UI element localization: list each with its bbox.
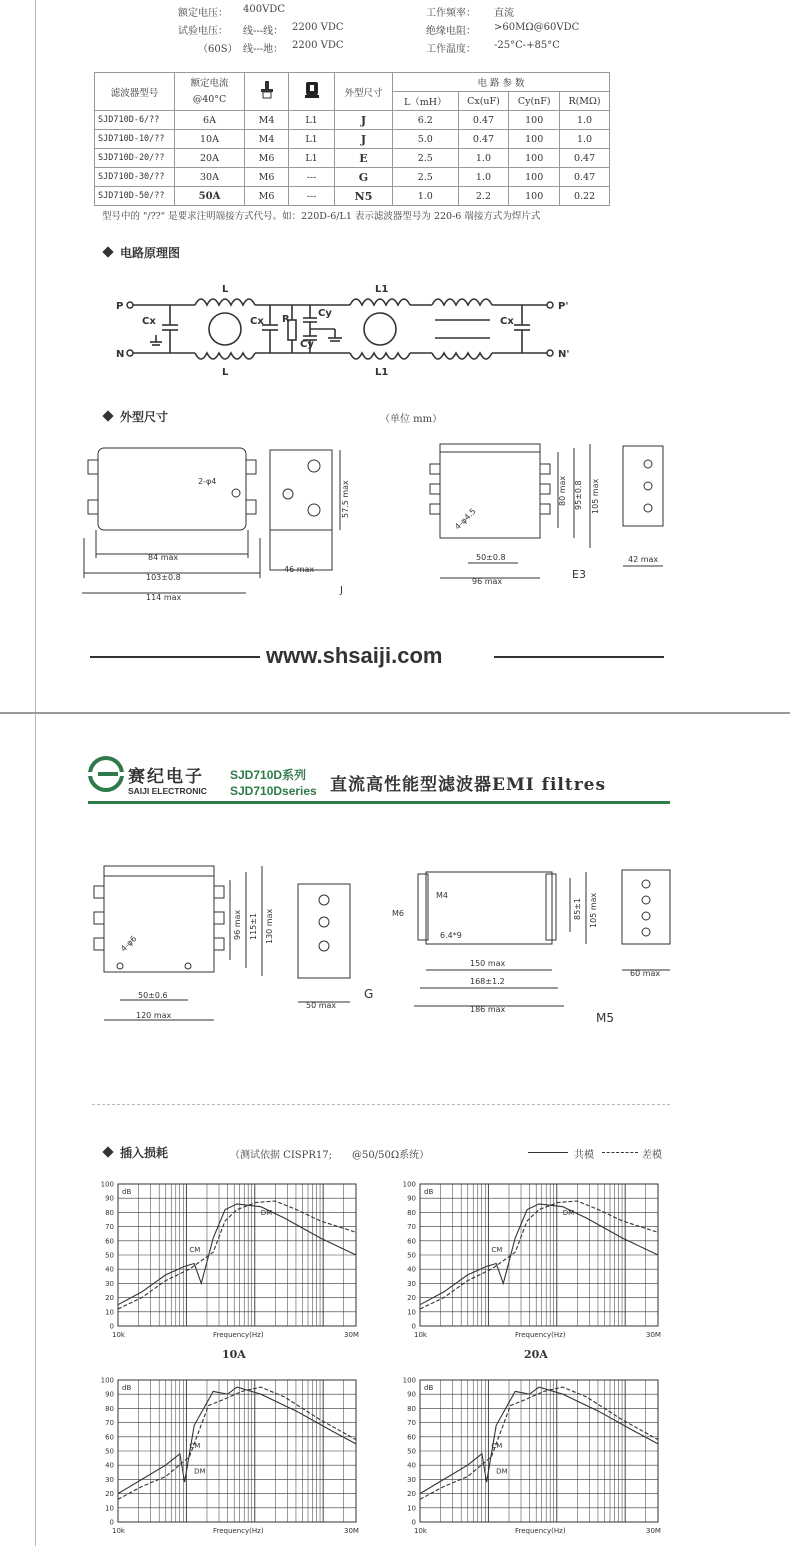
rated-voltage-label: 额定电压： <box>178 8 228 19</box>
plot-y-tick: 0 <box>109 1322 114 1331</box>
dm-curve <box>118 1387 356 1499</box>
plot-y-tick: 90 <box>105 1194 114 1203</box>
dm-tag: DM <box>496 1467 508 1476</box>
col-circuit: 电 路 参 数 <box>393 73 610 92</box>
plot-x-start: 10k <box>414 1527 427 1535</box>
plot-y-tick: 70 <box>407 1223 416 1232</box>
e3-width-1: 50±0.8 <box>476 553 506 562</box>
col-Cx: Cx(uF) <box>458 92 509 111</box>
circuit-label-Cy1: Cy <box>318 308 332 319</box>
tab-terminal-icon <box>304 81 320 99</box>
website-url: www.shsaiji.com <box>266 643 443 668</box>
plot-unit: dB <box>424 1384 434 1392</box>
screw-terminal-icon <box>259 81 275 99</box>
g-width-2: 120 max <box>136 1011 172 1020</box>
m5-width-2: 168±1.2 <box>470 977 505 986</box>
cm-curve <box>420 1387 658 1494</box>
plot-x-start: 10k <box>112 1331 125 1339</box>
rated-voltage-value: 400VDC <box>243 4 285 15</box>
plot-y-tick: 30 <box>407 1475 416 1484</box>
plot-y-tick: 30 <box>105 1279 114 1288</box>
circuit-label-P: P <box>116 301 124 312</box>
plot-y-tick: 40 <box>105 1461 114 1470</box>
plot-y-tick: 70 <box>105 1419 114 1428</box>
plot-unit: dB <box>122 1384 132 1392</box>
plot-y-tick: 90 <box>105 1390 114 1399</box>
col-L: L（mH） <box>393 92 459 111</box>
dm-tag: DM <box>562 1209 575 1218</box>
plot-y-tick: 100 <box>100 1180 114 1189</box>
e3-side-width: 42 max <box>628 555 659 564</box>
col-terminal-screw <box>245 73 289 111</box>
cm-curve <box>420 1204 658 1305</box>
insertion-section-title: 插入损耗 <box>104 1144 168 1161</box>
outline-drawing-j-e3 <box>78 438 698 603</box>
plot-y-tick: 70 <box>407 1419 416 1428</box>
j-hole-label: 2-φ4 <box>198 477 217 486</box>
insul-value: >60MΩ@60VDC <box>494 22 580 33</box>
dm-tag: DM <box>194 1467 206 1476</box>
plot-y-tick: 20 <box>105 1490 114 1499</box>
plot-x-label: Frequency(Hz) <box>515 1527 566 1535</box>
plot-y-tick: 0 <box>411 1322 416 1331</box>
plot-y-tick: 10 <box>407 1504 416 1513</box>
outline-unit: （单位 mm） <box>380 414 443 425</box>
plot-y-tick: 100 <box>402 1180 416 1189</box>
plot-unit: dB <box>424 1188 434 1196</box>
m5-height-2: 105 max <box>589 892 598 928</box>
plot-y-tick: 100 <box>402 1376 416 1385</box>
circuit-label-L1-bottom: L1 <box>375 367 389 378</box>
page-margin-line <box>35 714 36 1546</box>
plot-grid <box>420 1184 658 1326</box>
cm-tag: CM <box>189 1246 201 1255</box>
cm-curve <box>118 1387 356 1494</box>
j-height: 57.5 max <box>341 480 350 518</box>
cm-curve <box>118 1204 356 1305</box>
j-width-2: 103±0.8 <box>146 573 181 582</box>
plot-label-20a: 20A <box>524 1348 548 1361</box>
plot-y-tick: 40 <box>105 1265 114 1274</box>
plot-y-tick: 100 <box>100 1376 114 1385</box>
circuit-label-Cx1: Cx <box>142 316 156 327</box>
table-row: SJD710D-20/?? 20A M6 L1 E 2.5 1.0 100 0.47 <box>95 149 610 168</box>
j-label: J <box>340 585 343 596</box>
cm-tag: CM <box>491 1246 503 1255</box>
plot-label-10a: 10A <box>222 1348 246 1361</box>
plot-x-end: 30M <box>646 1331 661 1339</box>
table-row: SJD710D-6/?? 6A M4 L1 J 6.2 0.47 100 1.0 <box>95 111 610 130</box>
series-en: SJD710Dseries <box>230 784 317 798</box>
dm-curve <box>420 1387 658 1499</box>
diamond-bullet-icon <box>102 410 113 421</box>
circuit-label-R: R <box>282 314 290 325</box>
saiji-logo-icon <box>88 756 124 792</box>
plot-x-end: 30M <box>344 1331 359 1339</box>
plot-y-tick: 90 <box>407 1390 416 1399</box>
freq-value: 直流 <box>494 8 514 19</box>
g-height-1: 96 max <box>233 909 242 940</box>
page-break <box>0 712 790 714</box>
plot-x-end: 30M <box>344 1527 359 1535</box>
circuit-label-L-bottom: L <box>222 367 229 378</box>
table-row: SJD710D-50/?? 50A M6 --- N5 1.0 2.2 100 0.22 <box>95 187 610 206</box>
insertion-plot-4 <box>398 1372 670 1540</box>
plot-y-tick: 80 <box>105 1404 114 1413</box>
circuit-label-L1-top: L1 <box>375 284 389 295</box>
plot-y-tick: 40 <box>407 1265 416 1274</box>
test-lg-value: 2200 VDC <box>292 40 344 51</box>
cm-tag: CM <box>189 1442 201 1451</box>
j-width-1: 84 max <box>148 553 179 562</box>
logo-cn: 赛纪电子 <box>128 767 204 787</box>
plot-x-label: Frequency(Hz) <box>213 1527 264 1535</box>
plot-y-tick: 50 <box>105 1447 114 1456</box>
plot-y-tick: 60 <box>105 1237 114 1246</box>
plot-y-tick: 60 <box>407 1237 416 1246</box>
table-note: 型号中的 "/??" 是要求注明端接方式代号。如：220D-6/L1 表示滤波器型号为 220-6 端接方式为焊片式 <box>102 211 541 222</box>
plot-y-tick: 70 <box>105 1223 114 1232</box>
plot-y-tick: 50 <box>407 1447 416 1456</box>
col-R: R(MΩ) <box>560 92 610 111</box>
test-time-label: （60S） <box>198 44 238 55</box>
g-width-1: 50±0.6 <box>138 991 168 1000</box>
plot-y-tick: 0 <box>411 1518 416 1527</box>
plot-y-tick: 50 <box>105 1251 114 1260</box>
plot-y-tick: 0 <box>109 1518 114 1527</box>
insertion-plot-10a <box>96 1176 368 1344</box>
g-side-width: 50 max <box>306 1001 337 1010</box>
g-hole-label: 4-φ6 <box>119 934 139 954</box>
plot-y-tick: 60 <box>105 1433 114 1442</box>
g-label: G <box>364 987 374 1001</box>
plot-y-tick: 20 <box>407 1490 416 1499</box>
outline-section-title: 外型尺寸 <box>104 408 168 425</box>
legend-cm: 共模 <box>574 1150 594 1161</box>
circuit-label-N: N <box>116 349 125 360</box>
m5-height-1: 85±1 <box>573 898 582 920</box>
plot-y-tick: 60 <box>407 1433 416 1442</box>
circuit-label-L-top: L <box>222 284 229 295</box>
test-ll-value: 2200 VDC <box>292 22 344 33</box>
test-impedance: @50/50Ω系统） <box>352 1150 430 1161</box>
product-title: 直流高性能型滤波器EMI filtres <box>330 775 607 795</box>
g-height-2: 115±1 <box>249 912 258 940</box>
e3-height-3: 105 max <box>591 478 600 514</box>
series-cn: SJD710D系列 <box>230 768 307 782</box>
e3-hole-label: 4-φ4.5 <box>453 506 478 532</box>
e3-label: E3 <box>572 568 586 581</box>
plot-y-tick: 30 <box>105 1475 114 1484</box>
insertion-plot-3 <box>96 1372 368 1540</box>
plot-x-label: Frequency(Hz) <box>515 1331 566 1339</box>
plot-grid <box>420 1380 658 1522</box>
plot-y-tick: 10 <box>407 1308 416 1317</box>
test-lg-label: 线---地： <box>243 44 284 55</box>
plot-y-tick: 20 <box>105 1294 114 1303</box>
e3-height-1: 80 max <box>558 475 567 506</box>
e3-width-2: 96 max <box>472 577 503 586</box>
legend-cm-swatch <box>528 1152 568 1153</box>
circuit-label-Cy2: Cy <box>300 339 314 350</box>
plot-unit: dB <box>122 1188 132 1196</box>
plot-y-tick: 80 <box>105 1208 114 1217</box>
m5-width-3: 186 max <box>470 1005 506 1014</box>
j-side-width: 46 max <box>284 565 315 574</box>
col-Cy: Cy(nF) <box>509 92 560 111</box>
circuit-label-Cx3: Cx <box>500 316 514 327</box>
circuit-label-P2: P' <box>558 301 569 312</box>
website-rule-right <box>494 656 664 658</box>
diamond-bullet-icon <box>102 246 113 257</box>
g-height-3: 130 max <box>265 908 274 944</box>
circuit-label-N2: N' <box>558 349 570 360</box>
col-current: 额定电流 @40°C <box>175 73 245 111</box>
header-rule <box>88 801 670 804</box>
plot-x-start: 10k <box>112 1527 125 1535</box>
circuit-label-Cx2: Cx <box>250 316 264 327</box>
insertion-plot-20a <box>398 1176 670 1344</box>
m5-hole: 6.4*9 <box>440 931 462 940</box>
outline-drawing-g-m5 <box>80 860 680 1030</box>
plot-x-start: 10k <box>414 1331 427 1339</box>
plot-y-tick: 30 <box>407 1279 416 1288</box>
spec-table <box>94 72 610 206</box>
m5-m6: M6 <box>392 909 404 918</box>
circuit-diagram <box>110 280 570 380</box>
table-row: SJD710D-10/?? 10A M4 L1 J 5.0 0.47 100 1.0 <box>95 130 610 149</box>
website-rule-left <box>90 656 260 658</box>
col-terminal-tab <box>289 73 335 111</box>
circuit-section-title: 电路原理图 <box>104 244 180 261</box>
test-ll-label: 线---线： <box>243 26 284 37</box>
plot-y-tick: 80 <box>407 1208 416 1217</box>
logo-en: SAIJI ELECTRONIC <box>128 786 207 796</box>
cm-tag: CM <box>491 1442 503 1451</box>
col-model: 滤波器型号 <box>95 73 175 111</box>
plot-y-tick: 90 <box>407 1194 416 1203</box>
legend-dm-swatch <box>602 1152 638 1153</box>
col-dims: 外型尺寸 <box>335 73 393 111</box>
freq-label: 工作频率： <box>426 8 476 19</box>
plot-x-end: 30M <box>646 1527 661 1535</box>
insul-label: 绝缘电阻： <box>426 26 476 37</box>
dm-tag: DM <box>260 1209 273 1218</box>
m5-m4: M4 <box>436 891 448 900</box>
m5-width-1: 150 max <box>470 959 506 968</box>
plot-y-tick: 50 <box>407 1251 416 1260</box>
diamond-bullet-icon <box>102 1146 113 1157</box>
e3-height-2: 95±0.8 <box>574 480 583 510</box>
plot-grid <box>118 1184 356 1326</box>
plot-y-tick: 20 <box>407 1294 416 1303</box>
plot-y-tick: 10 <box>105 1504 114 1513</box>
plot-x-label: Frequency(Hz) <box>213 1331 264 1339</box>
j-width-3: 114 max <box>146 593 182 602</box>
table-row: SJD710D-30/?? 30A M6 --- G 2.5 1.0 100 0.47 <box>95 168 610 187</box>
legend-dm: 差模 <box>642 1150 662 1161</box>
temp-label: 工作温度： <box>426 44 476 55</box>
plot-y-tick: 10 <box>105 1308 114 1317</box>
m5-label: M5 <box>596 1011 614 1025</box>
temp-value: -25°C-+85°C <box>494 40 560 51</box>
dashed-separator <box>92 1104 670 1105</box>
test-basis: （测试依据 CISPR17; <box>230 1150 332 1161</box>
page-margin-line <box>35 0 36 712</box>
m5-side-width: 60 max <box>630 969 661 978</box>
test-voltage-label: 试验电压： <box>178 26 228 37</box>
plot-grid <box>118 1380 356 1522</box>
plot-y-tick: 40 <box>407 1461 416 1470</box>
plot-y-tick: 80 <box>407 1404 416 1413</box>
